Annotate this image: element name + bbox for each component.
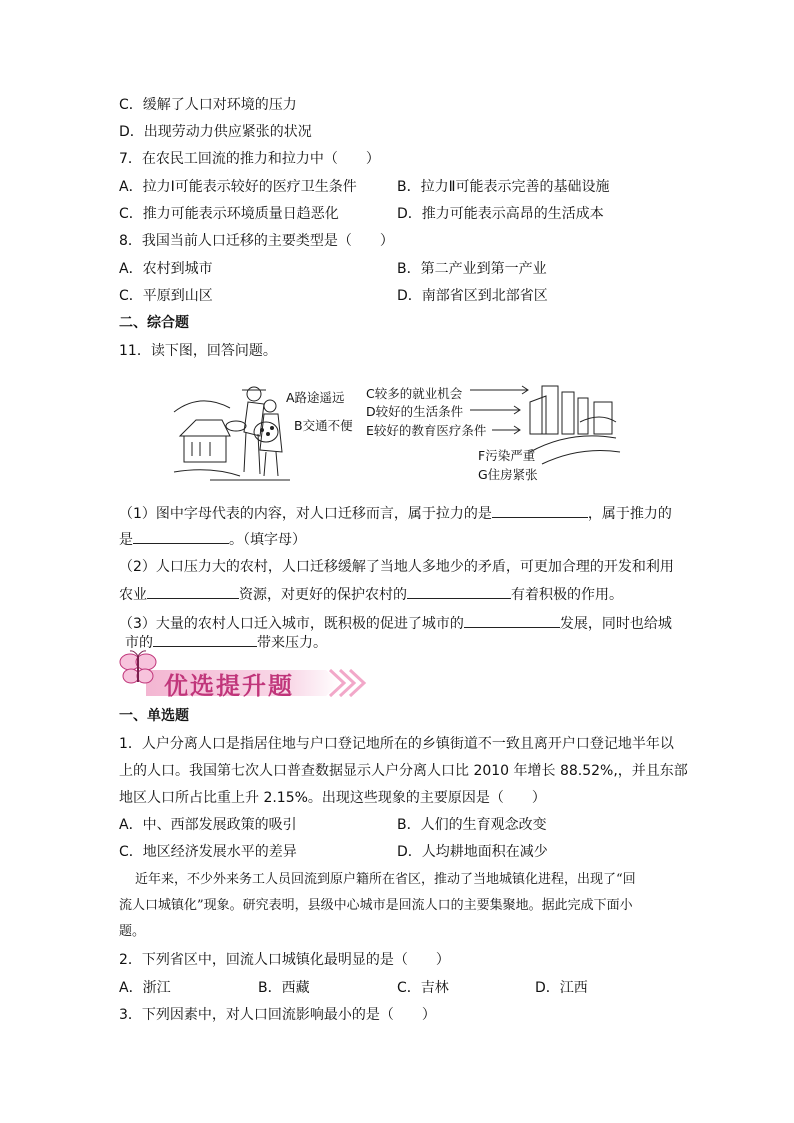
option-c-line: C．缓解了人口对环境的压力 — [119, 97, 297, 113]
banner-title: 优选提升题 — [164, 672, 294, 700]
q8-option-d: D．南部省区到北部省区 — [397, 288, 548, 304]
q8-option-b: B．第二产业到第一产业 — [397, 261, 547, 277]
label-b: B交通不便 — [294, 418, 353, 433]
part-2-text-d: 有着积极的作用。 — [511, 587, 623, 603]
intro-line-3: 题。 — [119, 924, 146, 939]
q8-option-c: C．平原到山区 — [119, 288, 213, 304]
part-1-line-1 — [119, 503, 672, 524]
part-1-text-d: 。（填字母） — [229, 532, 306, 548]
q1-option-a: A．中、西部发展政策的吸引 — [119, 817, 297, 833]
label-a: A路途遥远 — [286, 390, 345, 405]
q2-option-b: B．西藏 — [258, 980, 310, 996]
answer-blank-city-pressure[interactable] — [153, 632, 257, 647]
answer-blank-city-development[interactable] — [464, 613, 560, 628]
q7-option-c: C．推力可能表示环境质量日趋恶化 — [119, 206, 339, 222]
question-11: 11．读下图，回答问题。 — [119, 343, 277, 359]
q8-option-a: A．农村到城市 — [119, 261, 213, 277]
label-g: G住房紧张 — [478, 467, 538, 482]
part-3-text-b: 发展，同时也给城 — [559, 616, 672, 632]
part-1-text-c: 是 — [119, 532, 133, 548]
q1-option-d: D．人均耕地面积在减少 — [397, 844, 548, 860]
migration-figure — [170, 372, 622, 490]
part-2-line-2 — [119, 584, 623, 605]
label-d: D较好的生活条件 — [366, 404, 464, 419]
question-1-line-1: 1．人户分离人口是指居住地与户口登记地所在的乡镇街道不一致且离开户口登记地半年以 — [119, 736, 674, 752]
q2-option-d: D．江西 — [535, 980, 588, 996]
section-heading-comprehensive: 二、综合题 — [119, 315, 189, 331]
question-7: 7．在农民工回流的推力和拉力中（ ） — [119, 151, 380, 167]
intro-line-1: 近年来，不少外来务工人员回流到原户籍所在省区，推动了当地城镇化进程，出现了“回 — [135, 872, 636, 887]
q2-option-c: C．吉林 — [397, 980, 449, 996]
question-8: 8．我国当前人口迁移的主要类型是（ ） — [119, 233, 394, 249]
answer-blank-push[interactable] — [133, 529, 229, 544]
q7-option-b: B．拉力Ⅱ可能表示完善的基础设施 — [397, 179, 610, 195]
part-2-text-b: 农业 — [119, 587, 147, 603]
intro-line-2: 流人口城镇化”现象。研究表明，县级中心城市是回流人口的主要集聚地。据此完成下面小 — [119, 898, 633, 913]
part-3-text-c: 市的 — [125, 635, 153, 651]
part-1-line-2 — [119, 529, 306, 550]
q7-option-d: D．推力可能表示高昂的生活成本 — [397, 206, 604, 222]
part-3-line-1 — [119, 613, 672, 634]
label-e: E较好的教育医疗条件 — [366, 423, 487, 438]
question-1-line-3: 地区人口所占比重上升 2.15%。出现这些现象的主要原因是（ ） — [119, 790, 546, 806]
part-3-text-a: （3）大量的农村人口迁入城市，既积极的促进了城市的 — [119, 616, 464, 632]
question-3: 3．下列因素中，对人口回流影响最小的是（ ） — [119, 1007, 436, 1023]
section-heading-single-choice: 一、单选题 — [119, 708, 189, 724]
q1-option-c: C．地区经济发展水平的差异 — [119, 844, 297, 860]
q1-option-b: B．人们的生育观念改变 — [397, 817, 547, 833]
answer-blank-resource[interactable] — [147, 584, 239, 599]
option-d-line: D．出现劳动力供应紧张的状况 — [119, 124, 312, 140]
part-1-text-b: ，属于推力的 — [587, 506, 672, 522]
q2-option-a: A．浙江 — [119, 980, 171, 996]
label-c: C较多的就业机会 — [366, 386, 463, 401]
answer-blank-pull[interactable] — [492, 503, 588, 518]
q7-option-a: A．拉力Ⅰ可能表示较好的医疗卫生条件 — [119, 179, 357, 195]
answer-blank-rural[interactable] — [407, 584, 511, 599]
part-3-text-d: 带来压力。 — [257, 635, 327, 651]
label-f: F污染严重 — [478, 448, 536, 463]
question-1-line-2: 上的人口。我国第七次人口普查数据显示人户分离人口比 2010 年增长 88.52%,，并且东部 — [119, 763, 688, 779]
part-1-text-a: （1）图中字母代表的内容，对人口迁移而言，属于拉力的是 — [119, 506, 492, 522]
question-2: 2．下列省区中，回流人口城镇化最明显的是（ ） — [119, 952, 450, 968]
part-2-line-1: （2）人口压力大的农村，人口迁移缓解了当地人多地少的矛盾，可更加合理的开发和利用 — [119, 559, 674, 575]
part-2-text-c: 资源，对更好的保护农村的 — [239, 587, 407, 603]
